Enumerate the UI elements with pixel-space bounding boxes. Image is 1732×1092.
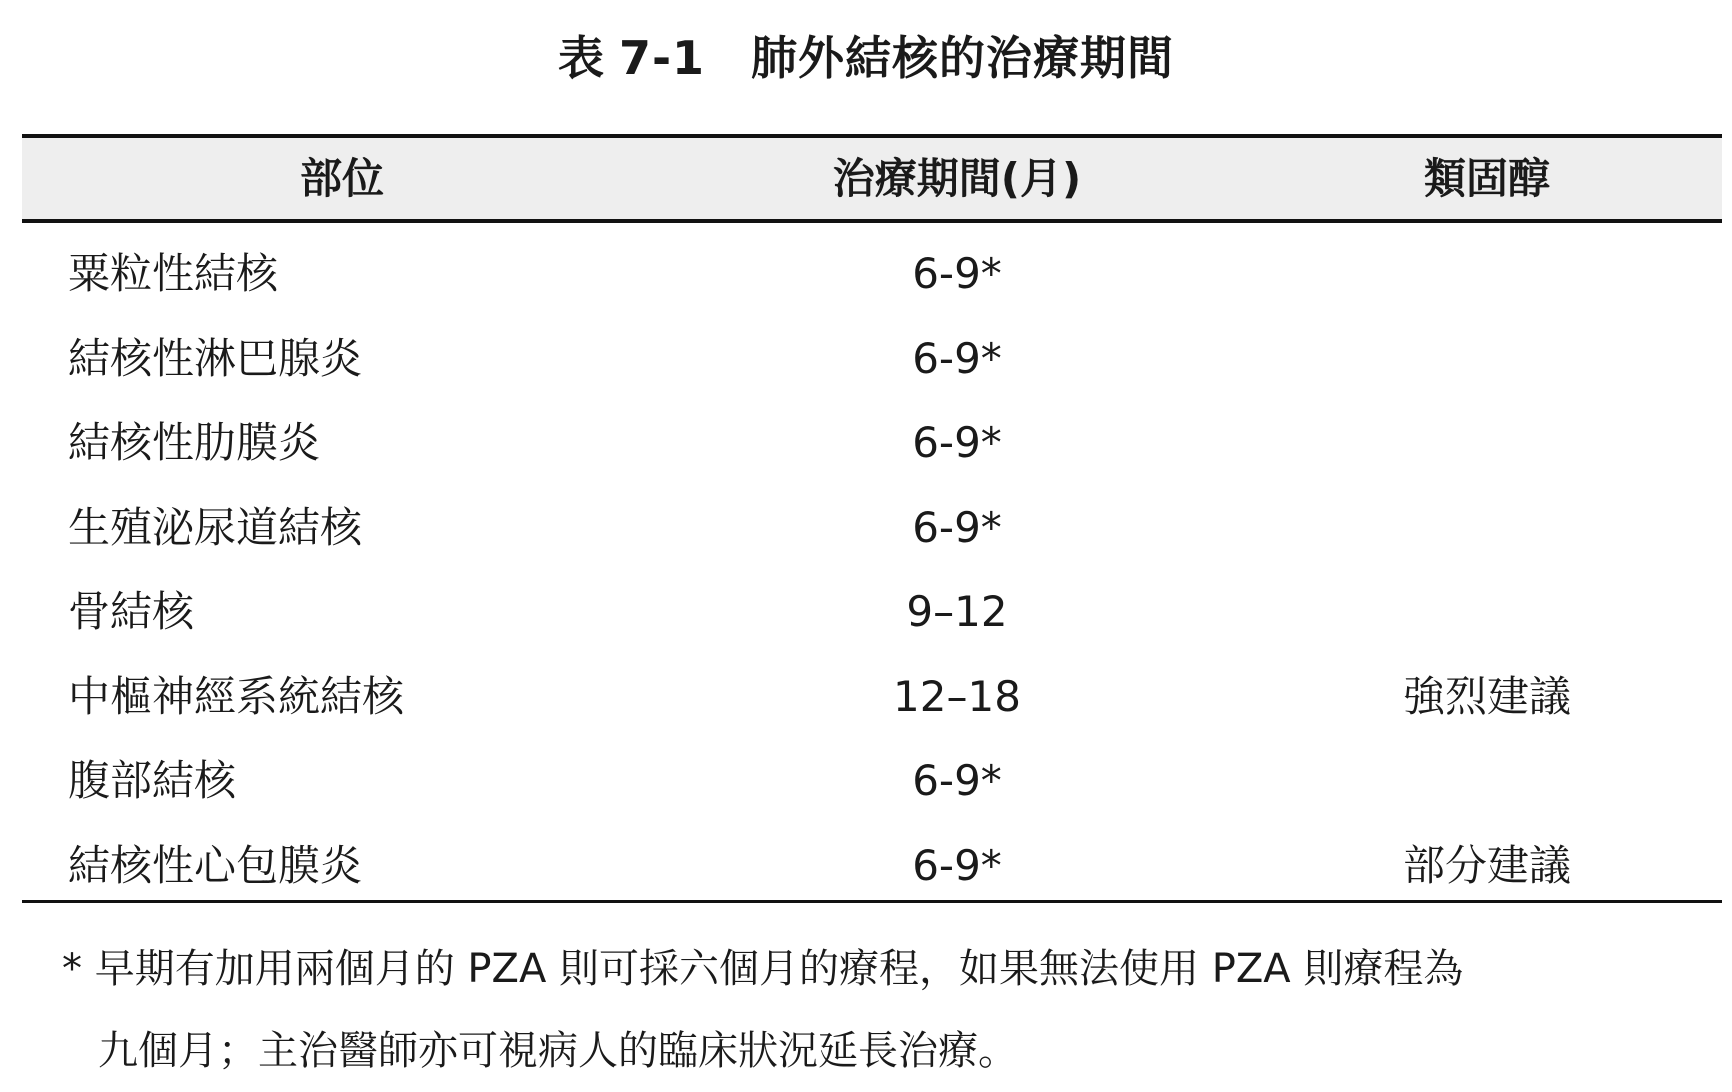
- cell-site: 結核性淋巴腺炎: [68, 333, 363, 383]
- cell-duration: 6-9*: [912, 249, 1002, 298]
- table-row: [22, 824, 1722, 909]
- table-row: [22, 486, 1722, 571]
- table-body: [22, 232, 1722, 908]
- cell-steroid: 強烈建議: [1402, 671, 1571, 721]
- cell-steroid: 部分建議: [1402, 840, 1571, 890]
- table-footnote: [62, 928, 1702, 1092]
- cell-site: 中樞神經系統結核: [68, 671, 405, 721]
- table-header-rule: [22, 219, 1722, 223]
- header-steroid: 類固醇: [1423, 154, 1550, 203]
- table-bottom-rule: [22, 900, 1722, 903]
- table-row: [22, 739, 1722, 824]
- cell-site: 粟粒性結核: [68, 249, 279, 298]
- cell-duration: 6-9*: [912, 502, 1002, 552]
- table-title-text: 肺外結核的治療期間: [751, 31, 1175, 85]
- cell-duration: 9–12: [906, 587, 1008, 636]
- footnote-line-2: 九個月；主治醫師亦可視病人的臨床狀況延長治療。: [98, 1028, 1018, 1074]
- table-row: [22, 232, 1722, 317]
- cell-site: 結核性心包膜炎: [68, 840, 363, 890]
- cell-duration: 12–18: [893, 671, 1021, 721]
- cell-site: 腹部結核: [68, 756, 237, 805]
- footnote-line-1: * 早期有加用兩個月的 PZA 則可採六個月的療程，如果無法使用 PZA 則療程為: [62, 946, 1464, 992]
- table-title: [0, 22, 1732, 88]
- cell-site: 生殖泌尿道結核: [68, 502, 363, 552]
- table-title-number: 7-1: [618, 31, 706, 85]
- cell-duration: 6-9*: [912, 333, 1002, 383]
- cell-duration: 6-9*: [912, 756, 1002, 805]
- header-site: 部位: [299, 154, 384, 203]
- cell-site: 結核性肋膜炎: [68, 418, 321, 467]
- cell-duration: 6-9*: [912, 840, 1002, 890]
- table-row: [22, 570, 1722, 655]
- table-row: [22, 655, 1722, 740]
- header-duration: 治療期間(月): [832, 154, 1082, 203]
- table-title-prefix: 表: [557, 31, 605, 85]
- cell-site: 骨結核: [68, 587, 195, 636]
- cell-duration: 6-9*: [912, 418, 1002, 467]
- table-row: [22, 317, 1722, 402]
- table-row: [22, 401, 1722, 486]
